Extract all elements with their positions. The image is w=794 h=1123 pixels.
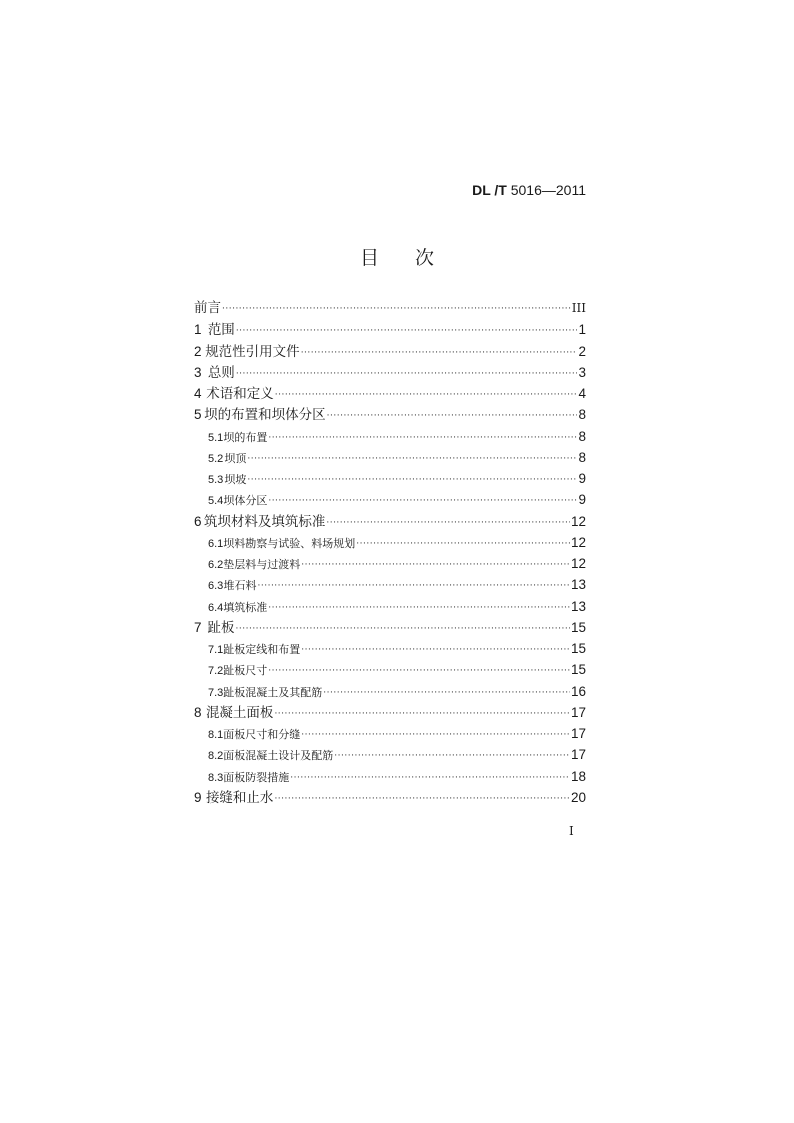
standard-code [472, 182, 586, 198]
toc-subentry[interactable] [194, 744, 586, 765]
toc-leader-dots [334, 746, 570, 767]
toc-leader-dots [258, 576, 570, 597]
toc-entry-page: 17 [570, 726, 586, 741]
toc-entry-label: 混凝土面板 [205, 704, 274, 721]
toc-leader-dots [301, 640, 570, 661]
toc-entry-page: 4 [578, 386, 586, 401]
toc-entry-label: 面板防裂措施 [223, 770, 290, 784]
toc-entry-number: 6 [194, 513, 202, 529]
toc-subentry[interactable] [194, 659, 586, 680]
toc-entry-number: 6.4 [208, 601, 224, 614]
toc-entry-page: 18 [570, 768, 586, 784]
toc-entry-number: 9 [194, 789, 202, 805]
toc-leader-dots [268, 428, 577, 449]
page-title-part2: 次 [415, 247, 435, 269]
toc-entry-label: 术语和定义 [206, 386, 274, 402]
toc-entry-label: 筑坝材料及填筑标准 [203, 513, 326, 530]
toc-leader-dots [326, 513, 570, 534]
toc-leader-dots [327, 406, 578, 427]
standard-year: 2011 [555, 182, 586, 198]
toc-entry-label: 面板混凝土设计及配筋 [223, 749, 334, 763]
toc-leader-dots [275, 385, 578, 406]
toc-entry-page: 12 [570, 534, 586, 550]
toc-subentry[interactable] [194, 447, 586, 468]
toc-subentry[interactable] [194, 468, 586, 489]
toc-entry-label: 坝体分区 [223, 494, 268, 508]
toc-subentry[interactable] [194, 553, 586, 574]
toc-entry-page: 13 [570, 577, 586, 593]
toc-leader-dots [268, 598, 570, 619]
toc-entry-page: 3 [578, 364, 586, 380]
toc-entry-label: 坝的布置和坝体分区 [204, 407, 326, 424]
toc-entry-label: 坝顶 [224, 451, 247, 465]
toc-entry[interactable] [194, 319, 586, 340]
toc-entry[interactable] [194, 702, 586, 723]
toc-entry-number: 1 [194, 322, 202, 338]
toc-leader-dots [290, 768, 570, 789]
toc-entry-page: 13 [570, 598, 586, 614]
page-title [0, 243, 794, 270]
toc-entry-number: 7.2 [208, 665, 224, 678]
toc-entry-number: 7.3 [208, 686, 224, 699]
toc-entry-page: 8 [578, 449, 586, 465]
toc-entry-page: III [571, 301, 586, 315]
toc-entry-page: 2 [578, 343, 586, 359]
toc-entry[interactable] [194, 341, 586, 362]
toc-leader-dots [323, 683, 570, 704]
toc-entry-number: 8 [194, 704, 202, 720]
toc-leader-dots [356, 534, 570, 555]
toc-subentry[interactable] [194, 489, 586, 510]
toc-entry-number: 5.1 [208, 431, 224, 444]
toc-entry-page: 12 [570, 513, 586, 529]
toc-leader-dots [301, 343, 578, 364]
toc-entry-number: 5.4 [208, 495, 224, 508]
toc-subentry[interactable] [194, 766, 586, 787]
toc-entry-page: 8 [578, 407, 586, 423]
toc-entry-label: 坝料勘察与试验、料场规划 [223, 536, 356, 550]
toc-entry-label: 趾板 [207, 619, 235, 636]
toc-leader-dots [301, 555, 570, 576]
toc-entry-label: 坝坡 [224, 473, 247, 486]
toc-subentry[interactable] [194, 638, 586, 659]
toc-entry-page: 9 [578, 492, 586, 508]
toc-leader-dots [247, 449, 577, 470]
page-number: I [569, 824, 574, 838]
table-of-contents [194, 298, 586, 808]
toc-entry-page: 9 [578, 471, 586, 486]
toc-entry-page: 8 [578, 428, 586, 444]
toc-entry-label: 接缝和止水 [205, 789, 274, 806]
toc-entry-label: 趾板混凝土及其配筋 [223, 685, 323, 699]
standard-number: 5016 [510, 182, 542, 198]
toc-entry-number: 5.2 [208, 452, 224, 465]
toc-entry-label: 面板尺寸和分缝 [223, 728, 301, 741]
toc-entry-number: 8.3 [208, 771, 224, 784]
toc-entry-number: 3 [194, 364, 202, 380]
toc-entry-page: 15 [570, 641, 586, 656]
toc-entry-number: 5 [194, 407, 202, 423]
toc-leader-dots [247, 470, 577, 491]
toc-entry-label: 规范性引用文件 [205, 343, 300, 360]
toc-leader-dots [268, 491, 577, 512]
toc-entry-label: 总则 [207, 364, 235, 381]
toc-subentry[interactable] [194, 532, 586, 553]
toc-leader-dots [268, 661, 570, 682]
toc-entry-number: 6.1 [208, 537, 224, 550]
toc-subentry[interactable] [194, 574, 586, 595]
toc-entry-label: 垫层料与过渡料 [223, 558, 301, 571]
toc-entry-page: 16 [570, 683, 586, 699]
toc-entry-number: 7 [194, 619, 202, 635]
standard-dash: — [541, 182, 556, 198]
toc-entry-label: 坝的布置 [223, 430, 268, 444]
toc-leader-dots [236, 321, 578, 342]
toc-entry-label: 范围 [207, 322, 235, 339]
toc-entry-number: 6.3 [208, 580, 224, 593]
toc-entry-number: 6.2 [208, 559, 224, 571]
toc-entry-number: 5.3 [208, 474, 224, 486]
toc-entry-page: 17 [570, 747, 586, 763]
toc-entry-number: 8.2 [208, 750, 224, 763]
toc-entry-label: 填筑标准 [223, 600, 268, 614]
page-title-part1: 目 [359, 247, 379, 269]
toc-entry-preface[interactable] [194, 298, 586, 319]
toc-entry[interactable] [194, 787, 586, 808]
toc-entry[interactable] [194, 362, 586, 383]
toc-entry-label: 趾板尺寸 [223, 664, 268, 678]
toc-subentry[interactable] [194, 723, 586, 744]
toc-entry-number: 7.1 [208, 644, 224, 656]
toc-entry-label: 前言 [194, 300, 221, 316]
toc-entry-page: 20 [570, 789, 586, 805]
standard-prefix: DL /T [472, 182, 507, 198]
toc-leader-dots [274, 789, 570, 810]
toc-entry-page: 15 [570, 619, 586, 635]
toc-entry-number: 8.1 [208, 729, 224, 741]
toc-entry-number: 2 [194, 343, 202, 359]
toc-leader-dots [236, 364, 578, 385]
toc-entry-label: 趾板定线和布置 [223, 643, 301, 656]
toc-entry-page: 12 [570, 556, 586, 571]
toc-leader-dots [301, 725, 570, 746]
toc-entry-page: 17 [570, 704, 586, 720]
toc-subentry[interactable] [194, 596, 586, 617]
toc-entry-page: 15 [570, 662, 586, 678]
toc-entry-label: 堆石料 [223, 579, 257, 593]
toc-leader-dots [222, 299, 571, 320]
toc-entry-page: 1 [578, 322, 586, 338]
toc-leader-dots [236, 619, 570, 640]
toc-entry[interactable] [194, 404, 586, 425]
toc-entry[interactable] [194, 511, 586, 532]
toc-subentry[interactable] [194, 681, 586, 702]
toc-entry[interactable] [194, 383, 586, 404]
toc-entry-number: 4 [194, 386, 202, 401]
toc-entry[interactable] [194, 617, 586, 638]
toc-subentry[interactable] [194, 426, 586, 447]
toc-leader-dots [274, 704, 570, 725]
